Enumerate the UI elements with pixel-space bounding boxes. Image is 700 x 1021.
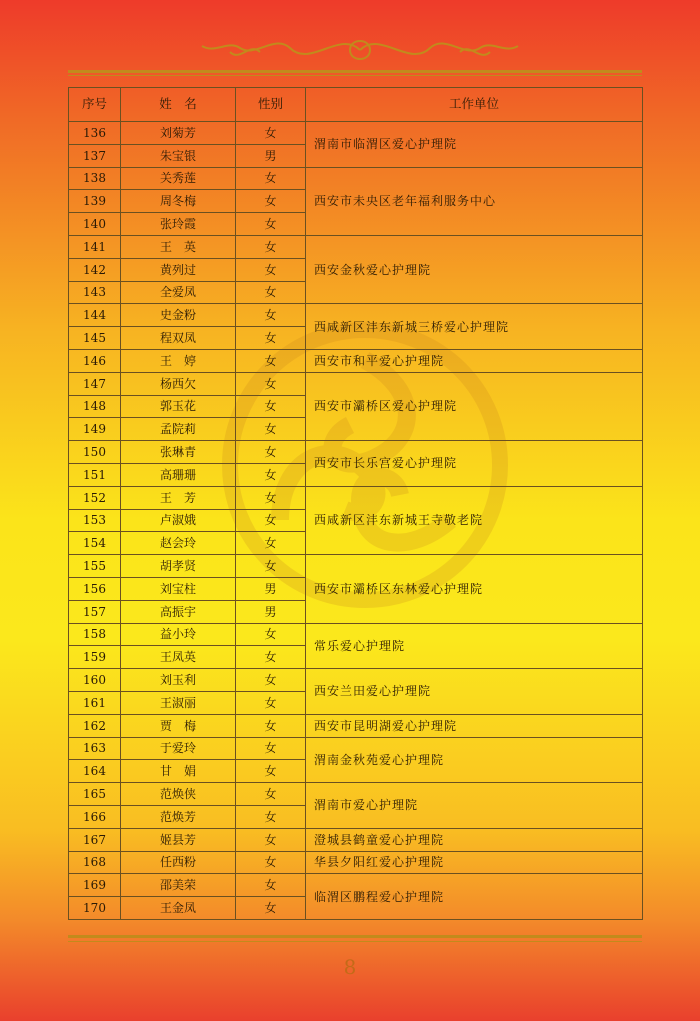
cell-no: 169	[69, 874, 121, 897]
cell-name: 全爱凤	[121, 281, 236, 304]
cell-no: 165	[69, 783, 121, 806]
cell-no: 170	[69, 897, 121, 920]
cell-name: 刘菊芳	[121, 122, 236, 145]
cell-gender: 女	[236, 532, 306, 555]
cell-gender: 女	[236, 714, 306, 737]
cell-workplace: 西咸新区沣东新城王寺敬老院	[306, 486, 643, 554]
cell-name: 张琳青	[121, 441, 236, 464]
top-rule	[68, 70, 642, 73]
cell-name: 任西粉	[121, 851, 236, 874]
cell-name: 胡孝贤	[121, 555, 236, 578]
cell-no: 156	[69, 577, 121, 600]
cell-gender: 女	[236, 874, 306, 897]
cell-no: 149	[69, 418, 121, 441]
cell-name: 甘 娟	[121, 760, 236, 783]
cell-gender: 女	[236, 828, 306, 851]
cell-name: 周冬梅	[121, 190, 236, 213]
cell-name: 卢淑娥	[121, 509, 236, 532]
cell-no: 142	[69, 258, 121, 281]
header-no: 序号	[69, 88, 121, 122]
cell-no: 147	[69, 372, 121, 395]
cell-name: 贾 梅	[121, 714, 236, 737]
cell-name: 王 婷	[121, 349, 236, 372]
cell-gender: 女	[236, 167, 306, 190]
cell-gender: 女	[236, 372, 306, 395]
cell-gender: 女	[236, 395, 306, 418]
cell-no: 141	[69, 235, 121, 258]
cell-gender: 女	[236, 623, 306, 646]
cell-name: 刘玉利	[121, 669, 236, 692]
cell-gender: 女	[236, 669, 306, 692]
cell-name: 朱宝银	[121, 144, 236, 167]
cell-no: 136	[69, 122, 121, 145]
cell-workplace: 西安市和平爱心护理院	[306, 349, 643, 372]
cell-no: 152	[69, 486, 121, 509]
cell-no: 140	[69, 213, 121, 236]
cell-gender: 女	[236, 441, 306, 464]
cell-name: 郭玉花	[121, 395, 236, 418]
cell-name: 邵美荣	[121, 874, 236, 897]
table-row	[69, 851, 643, 874]
cell-name: 高珊珊	[121, 463, 236, 486]
cell-workplace: 西咸新区沣东新城三桥爱心护理院	[306, 304, 643, 350]
cell-gender: 女	[236, 897, 306, 920]
cell-gender: 女	[236, 805, 306, 828]
cell-workplace: 渭南市临渭区爱心护理院	[306, 122, 643, 168]
cell-no: 151	[69, 463, 121, 486]
cell-no: 160	[69, 669, 121, 692]
cell-gender: 女	[236, 737, 306, 760]
table-row	[69, 783, 643, 806]
cell-gender: 女	[236, 851, 306, 874]
table-row	[69, 737, 643, 760]
table-row	[69, 874, 643, 897]
cell-gender: 女	[236, 783, 306, 806]
cell-gender: 女	[236, 258, 306, 281]
cell-gender: 女	[236, 349, 306, 372]
cell-name: 姬县芳	[121, 828, 236, 851]
cell-no: 148	[69, 395, 121, 418]
cell-workplace: 华县夕阳红爱心护理院	[306, 851, 643, 874]
cell-no: 150	[69, 441, 121, 464]
cell-no: 162	[69, 714, 121, 737]
cell-gender: 女	[236, 691, 306, 714]
cell-no: 137	[69, 144, 121, 167]
table-row	[69, 441, 643, 464]
cell-name: 王淑丽	[121, 691, 236, 714]
table-row	[69, 486, 643, 509]
cell-no: 139	[69, 190, 121, 213]
cell-no: 144	[69, 304, 121, 327]
cell-workplace: 西安兰田爱心护理院	[306, 669, 643, 715]
table-row	[69, 235, 643, 258]
cell-name: 范焕侠	[121, 783, 236, 806]
table-row	[69, 714, 643, 737]
table-header-row	[69, 88, 643, 122]
cell-no: 161	[69, 691, 121, 714]
cell-name: 关秀莲	[121, 167, 236, 190]
roster-table	[68, 87, 643, 920]
cell-workplace: 临渭区鹏程爱心护理院	[306, 874, 643, 920]
table-row	[69, 167, 643, 190]
cell-no: 158	[69, 623, 121, 646]
header-gender: 性别	[236, 88, 306, 122]
table-row	[69, 372, 643, 395]
cell-no: 153	[69, 509, 121, 532]
header-workplace: 工作单位	[306, 88, 643, 122]
table-row	[69, 304, 643, 327]
ornament-header	[190, 28, 530, 72]
cell-workplace: 西安市未央区老年福利服务中心	[306, 167, 643, 235]
cell-workplace: 西安市灞桥区爱心护理院	[306, 372, 643, 440]
top-rule-thin	[68, 75, 642, 76]
cell-no: 138	[69, 167, 121, 190]
bottom-rule-thin	[68, 941, 642, 942]
cell-no: 143	[69, 281, 121, 304]
cell-no: 154	[69, 532, 121, 555]
cell-workplace: 渭南市爱心护理院	[306, 783, 643, 829]
cell-name: 益小玲	[121, 623, 236, 646]
cell-no: 166	[69, 805, 121, 828]
cell-gender: 女	[236, 327, 306, 350]
bottom-rule	[68, 935, 642, 938]
cell-name: 范焕芳	[121, 805, 236, 828]
cell-gender: 女	[236, 418, 306, 441]
cell-name: 张玲霞	[121, 213, 236, 236]
cell-workplace: 常乐爱心护理院	[306, 623, 643, 669]
table-row	[69, 623, 643, 646]
cell-name: 杨西欠	[121, 372, 236, 395]
cell-no: 159	[69, 646, 121, 669]
cell-name: 刘宝柱	[121, 577, 236, 600]
cell-gender: 女	[236, 304, 306, 327]
table-row	[69, 349, 643, 372]
cell-name: 于爱玲	[121, 737, 236, 760]
cell-gender: 男	[236, 600, 306, 623]
cell-name: 孟院莉	[121, 418, 236, 441]
cell-gender: 女	[236, 213, 306, 236]
cell-workplace: 渭南金秋苑爱心护理院	[306, 737, 643, 783]
roster-body	[69, 122, 643, 920]
cell-no: 146	[69, 349, 121, 372]
table-row	[69, 122, 643, 145]
cell-name: 赵会玲	[121, 532, 236, 555]
page-number: 8	[343, 955, 357, 979]
cell-no: 167	[69, 828, 121, 851]
cell-gender: 女	[236, 463, 306, 486]
table-row	[69, 555, 643, 578]
cell-gender: 女	[236, 760, 306, 783]
cell-no: 168	[69, 851, 121, 874]
cell-no: 163	[69, 737, 121, 760]
cell-name: 程双凤	[121, 327, 236, 350]
cell-gender: 女	[236, 646, 306, 669]
cell-workplace: 西安市长乐宫爱心护理院	[306, 441, 643, 487]
table-row	[69, 669, 643, 692]
cell-gender: 女	[236, 122, 306, 145]
table-row	[69, 828, 643, 851]
cell-name: 王金凤	[121, 897, 236, 920]
cell-workplace: 西安市灞桥区东林爱心护理院	[306, 555, 643, 623]
cell-workplace: 西安市昆明湖爱心护理院	[306, 714, 643, 737]
cell-name: 王 芳	[121, 486, 236, 509]
cell-workplace: 西安金秋爱心护理院	[306, 235, 643, 303]
cell-name: 黄列过	[121, 258, 236, 281]
cell-no: 157	[69, 600, 121, 623]
cell-gender: 女	[236, 555, 306, 578]
cell-gender: 女	[236, 235, 306, 258]
cell-gender: 女	[236, 281, 306, 304]
cell-no: 145	[69, 327, 121, 350]
cell-gender: 男	[236, 144, 306, 167]
cell-workplace: 澄城县鹤童爱心护理院	[306, 828, 643, 851]
cell-gender: 女	[236, 486, 306, 509]
cell-no: 164	[69, 760, 121, 783]
cell-name: 高振宇	[121, 600, 236, 623]
cell-no: 155	[69, 555, 121, 578]
cell-gender: 女	[236, 190, 306, 213]
cell-gender: 男	[236, 577, 306, 600]
cell-gender: 女	[236, 509, 306, 532]
cell-name: 王凤英	[121, 646, 236, 669]
cell-name: 史金粉	[121, 304, 236, 327]
header-name: 姓 名	[121, 88, 236, 122]
cell-name: 王 英	[121, 235, 236, 258]
